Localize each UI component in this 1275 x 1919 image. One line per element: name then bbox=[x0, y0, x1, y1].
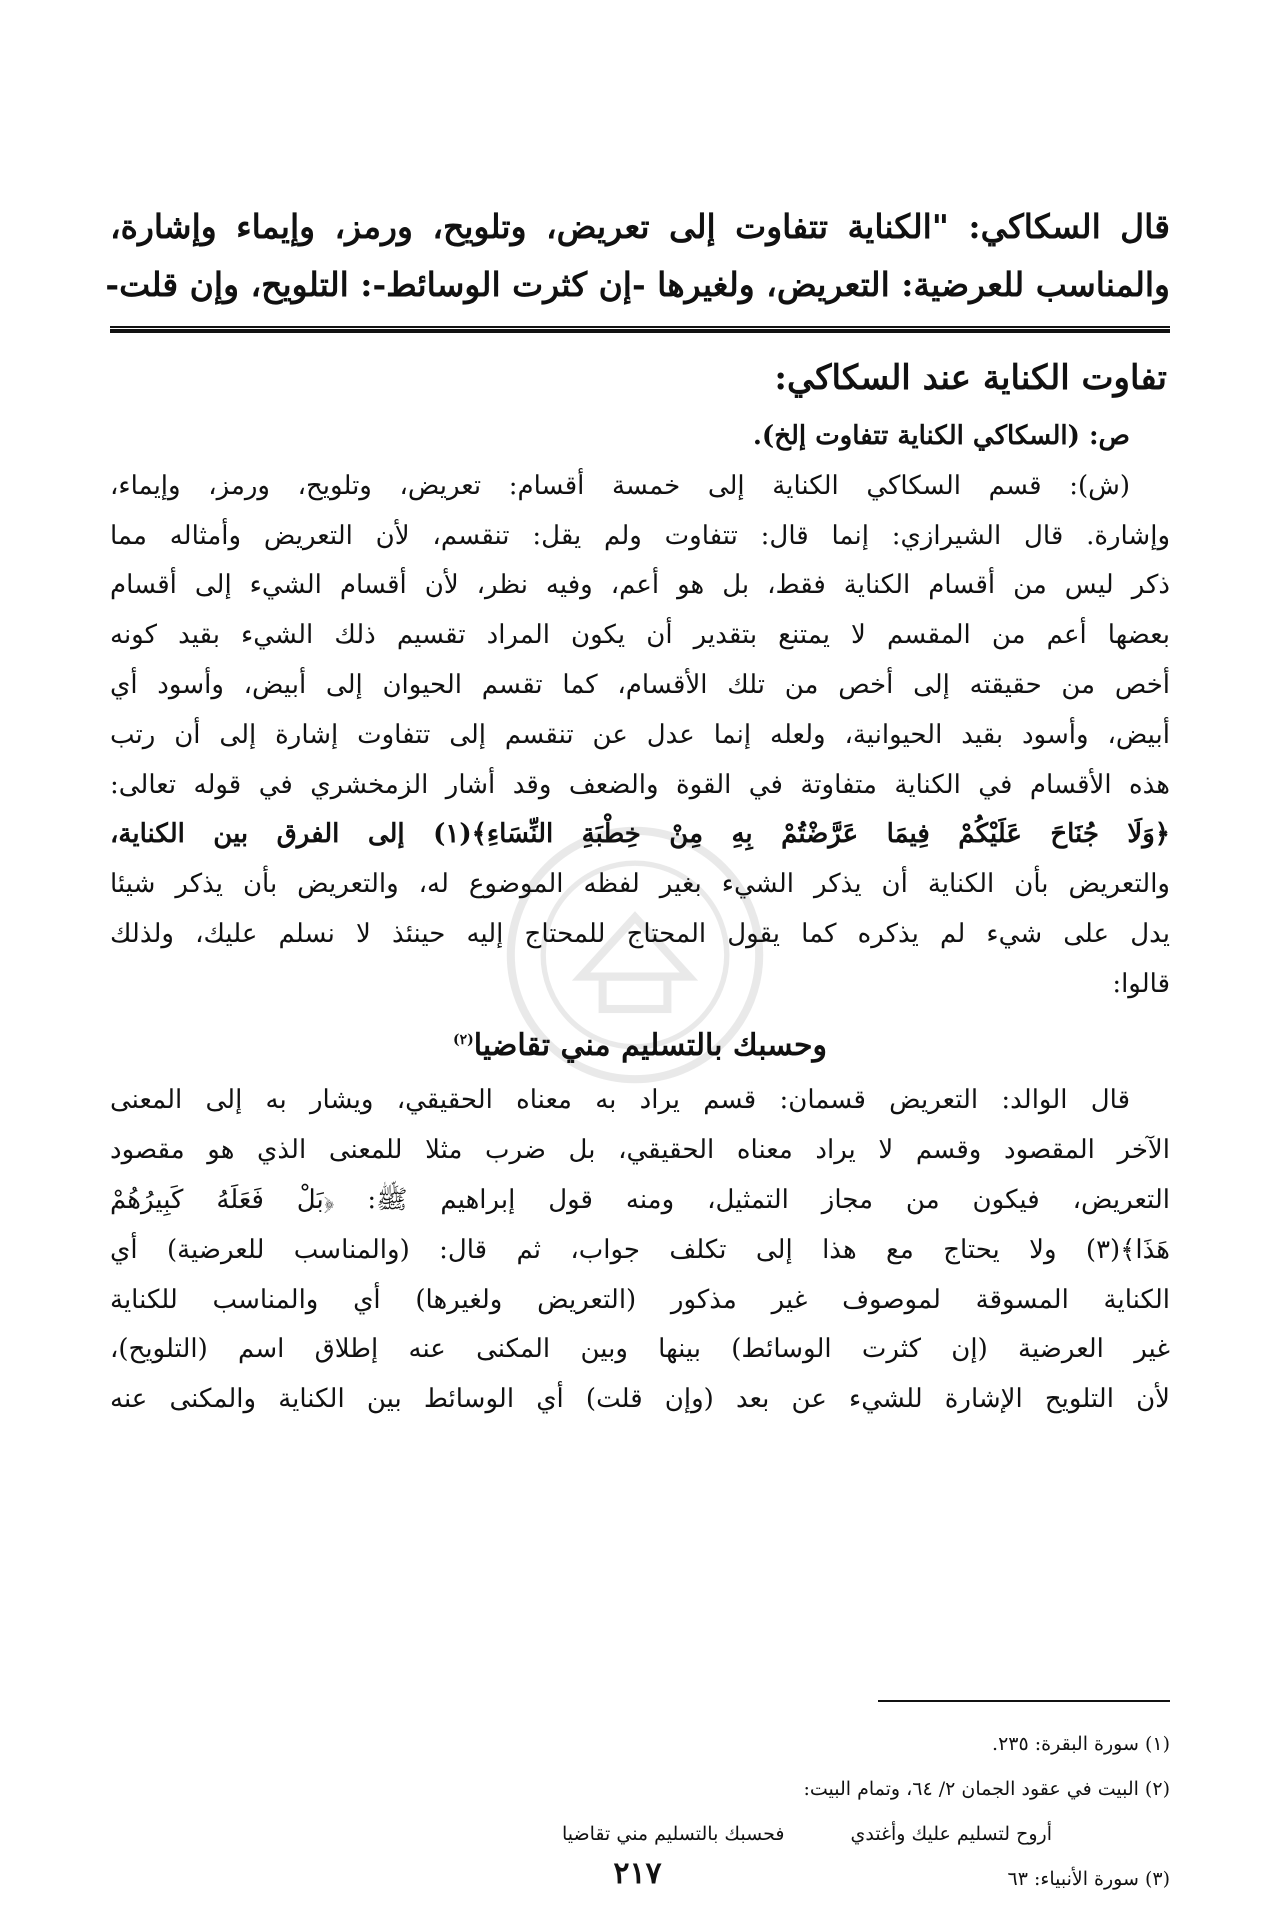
footnote-3: (٣) سورة الأنبياء: ٦٣ bbox=[1007, 1868, 1170, 1890]
footnote-separator bbox=[878, 1700, 1170, 1702]
matn-line-2: والمناسب للعرضية: التعريض، ولغيرها -إن كثرت الوسائط-: التلويح، وإن قلت- bbox=[105, 265, 1170, 304]
matn-separator-rule bbox=[110, 326, 1170, 333]
text-line: أبيض، وأسود بقيد الحيوانية، ولعله إنما عدل عن تنقسم إلى تتفاوت إشارة إلى أن رتب bbox=[110, 719, 1170, 750]
text-line: أخص من حقيقته إلى أخص من تلك الأقسام، كما تقسم الحيوان إلى أبيض، وأسود أي bbox=[110, 669, 1170, 700]
text-line: والتعريض بأن الكناية أن يذكر الشيء بغير لفظه الموضوع له، والتعريض بأن يذكر شيئا bbox=[110, 869, 1170, 900]
page-number: ٢١٧ bbox=[613, 1856, 662, 1891]
footnote-1: (١) سورة البقرة: ٢٣٥. bbox=[992, 1733, 1170, 1755]
text-line: وإشارة. قال الشيرازي: إنما قال: تتفاوت ولم يقل: تنقسم، لأن التعريض وأمثاله مما bbox=[110, 520, 1170, 551]
footnote-2: (٢) البيت في عقود الجمان ٢/ ٦٤، وتمام البيت: bbox=[803, 1778, 1170, 1800]
text-line: لأن التلويح الإشارة للشيء عن بعد (وإن قلت) أي الوسائط بين الكناية والمكنى عنه bbox=[110, 1384, 1170, 1415]
hemistich-1: أروح لتسليم عليك وأغتدي bbox=[850, 1823, 1052, 1845]
poetry-verse bbox=[110, 1010, 1170, 1077]
footnote-ref: (٢) bbox=[452, 1031, 474, 1048]
text-line: التعريض، فيكون من مجاز التمثيل، ومنه قول إبراهيم ﷺ: ﴿بَلْ فَعَلَهُ كَبِيرُهُمْ bbox=[110, 1184, 1170, 1215]
text-line: ذكر ليس من أقسام الكناية فقط، بل هو أعم، وفيه نظر، لأن أقسام الشيء إلى أقسام bbox=[110, 570, 1170, 601]
text-line: قالوا: bbox=[1112, 968, 1170, 999]
text-line: ص: (السكاكي الكناية تتفاوت إلخ). bbox=[752, 421, 1130, 451]
text-line: غير العرضية (إن كثرت الوسائط) بينها وبين المكنى عنه إطلاق اسم (التلويح)، bbox=[110, 1334, 1170, 1365]
text-line: هذه الأقسام في الكناية متفاوتة في القوة والضعف وقد أشار الزمخشري في قوله تعالى: bbox=[110, 769, 1170, 800]
text-line: هَذَا﴾(٣) ولا يحتاج مع هذا إلى تكلف جواب، ثم قال: (والمناسب للعرضية) أي bbox=[110, 1234, 1170, 1265]
quran-verse-line: ﴿وَلَا جُنَاحَ عَلَيْكُمْ فِيمَا عَرَّضْتُمْ بِهِ مِنْ خِطْبَةِ النِّسَاءِ﴾(١) إلى الفرق بين الكناية، bbox=[110, 819, 1170, 850]
poetry-verse-text: وحسبك بالتسليم مني تقاضيا bbox=[473, 1027, 828, 1063]
text-line: قال الوالد: التعريض قسمان: قسم يراد به معناه الحقيقي، ويشار به إلى المعنى bbox=[110, 1085, 1130, 1116]
text-line: بعضها أعم من المقسم لا يمتنع بتقدير أن يكون المراد تقسيم ذلك الشيء بقيد كونه bbox=[110, 620, 1170, 651]
matn-text bbox=[105, 198, 1170, 314]
footnote-2-verse bbox=[110, 1812, 1170, 1857]
section-heading: تفاوت الكناية عند السكاكي: bbox=[774, 358, 1167, 398]
matn-line-1: قال السكاكي: "الكناية تتفاوت إلى تعريض، وتلويح، ورمز، وإيماء وإشارة، bbox=[110, 207, 1170, 246]
commentary-body bbox=[110, 412, 1170, 1425]
text-line: الآخر المقصود وقسم لا يراد معناه الحقيقي، بل ضرب مثلا للمعنى الذي هو مقصود bbox=[110, 1135, 1170, 1166]
text-line: الكناية المسوقة لموصوف غير مذكور (التعريض ولغيرها) أي والمناسب للكناية bbox=[110, 1284, 1170, 1315]
hemistich-2: فحسبك بالتسليم مني تقاضيا bbox=[561, 1823, 785, 1845]
text-line: (ش): قسم السكاكي الكناية إلى خمسة أقسام: تعريض، وتلويح، ورمز، وإيماء، bbox=[110, 470, 1130, 501]
text-line: يدل على شيء لم يذكره كما يقول المحتاج للمحتاج إليه حينئذ لا نسلم عليك، ولذلك bbox=[110, 918, 1170, 949]
